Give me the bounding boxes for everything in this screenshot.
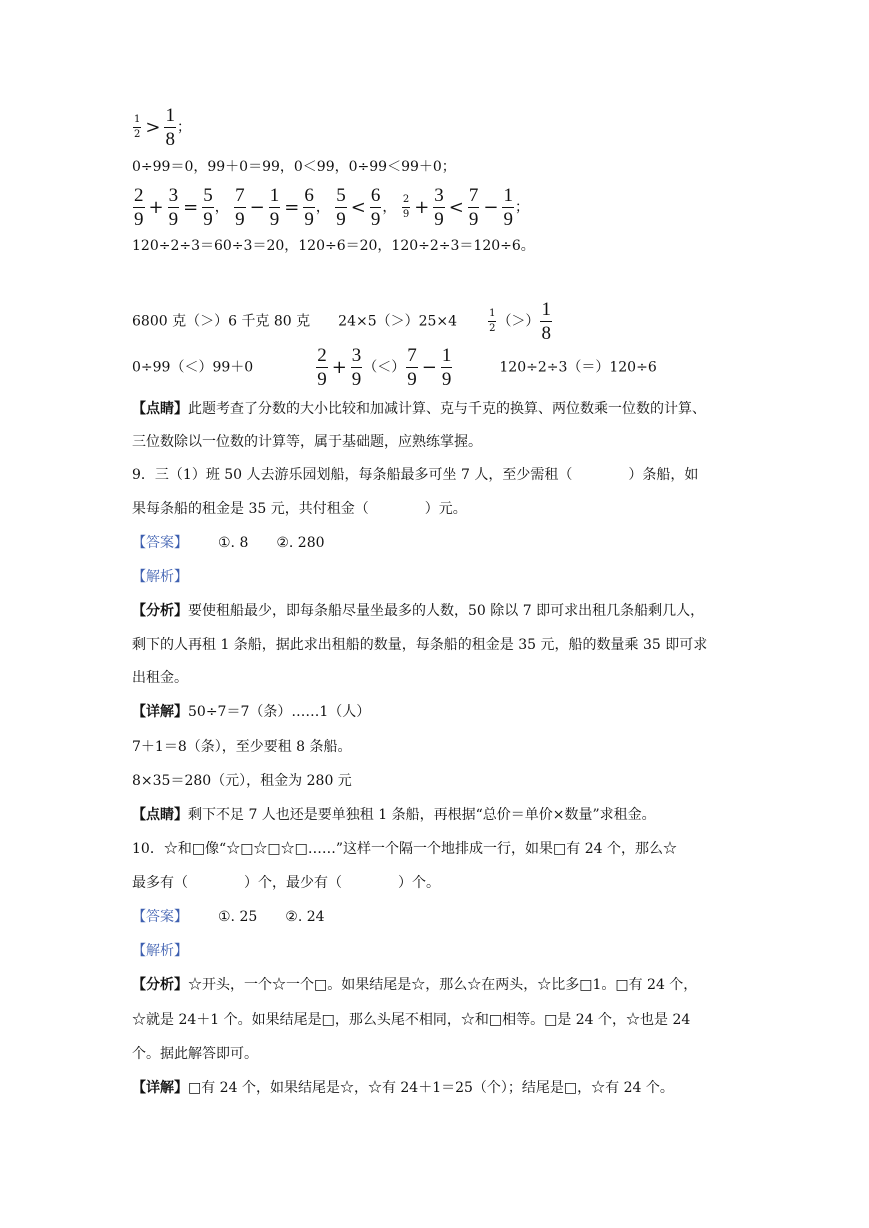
answer-item: 6800 克（＞）6 千克 80 克 [132, 313, 311, 330]
compare-line-3 [132, 186, 529, 229]
answer-item: 0÷99（＜）99＋0 [132, 359, 254, 376]
numerator: 7 [468, 185, 479, 206]
operator: + [331, 356, 347, 378]
fraction [269, 186, 281, 229]
answer-values: ①. 25 ②. 24 [218, 909, 325, 925]
denominator: 9 [134, 209, 144, 230]
fraction [370, 186, 382, 229]
denominator: 9 [351, 369, 362, 390]
compare-line-1 [132, 106, 191, 149]
denominator: 2 [489, 323, 496, 334]
punctuation: ； [514, 199, 529, 216]
fraction [168, 186, 180, 229]
numerator: 1 [134, 114, 141, 125]
denominator: 9 [203, 209, 213, 230]
numerator: 7 [235, 185, 245, 206]
fraction [335, 186, 347, 229]
fraction [164, 106, 176, 149]
fraction [502, 186, 514, 229]
fraction [433, 186, 445, 229]
question-9-line: 果每条船的租金是 35 元，共付租金（ ）元。 [132, 501, 467, 517]
denominator: 9 [336, 209, 346, 230]
numerator: 2 [317, 345, 327, 366]
operator: < [350, 196, 366, 218]
note-line [132, 805, 656, 825]
numerator: 2 [134, 185, 144, 206]
question-10-line: 最多有（ ）个，最少有（ ）个。 [132, 875, 440, 891]
note-line: 三位数除以一位数的计算等，属于基础题，应熟练掌握。 [132, 434, 482, 450]
operator: − [249, 196, 265, 218]
section-tag: 【详解】 [132, 704, 188, 720]
compare-line-2: 0÷99＝0，99＋0＝99，0＜99，0÷99＜99＋0； [132, 159, 456, 175]
fraction [468, 186, 480, 229]
fraction [488, 309, 496, 334]
denominator: 8 [541, 323, 551, 344]
answer-line-2 [132, 346, 657, 389]
analysis-line [132, 601, 704, 621]
fraction [234, 186, 246, 229]
section-tag: 【分析】 [132, 977, 188, 993]
numerator: 6 [370, 185, 381, 206]
numerator: 3 [351, 345, 362, 366]
compare-line-4: 120÷2÷3＝60÷3＝20，120÷6＝20，120÷2÷3＝120÷6。 [132, 238, 535, 254]
numerator: 3 [434, 185, 444, 206]
analysis-line: 出租金。 [132, 670, 188, 686]
denominator: 9 [269, 209, 280, 230]
analysis-tag: 【解析】 [132, 943, 188, 959]
punctuation: ， [315, 199, 330, 216]
denominator: 9 [407, 369, 417, 390]
fraction [406, 346, 418, 389]
analysis-text: ☆开头，一个☆一个□。如果结尾是☆，那么☆在两头，☆比多□1。□有 24 个， [188, 977, 698, 993]
numerator: 1 [503, 185, 513, 206]
detail-text: 50÷7＝7（条）……1（人） [188, 704, 371, 720]
analysis-line [132, 975, 697, 995]
detail-line: 7＋1＝8（条），至少要租 8 条船。 [132, 739, 352, 755]
numerator: 7 [407, 345, 417, 366]
answer-item: （＞） [497, 313, 540, 330]
numerator: 1 [489, 308, 496, 319]
fraction [133, 186, 145, 229]
denominator: 9 [317, 369, 327, 390]
answer-tag: 【答案】 [132, 535, 188, 551]
numerator: 1 [165, 105, 175, 126]
fraction [316, 346, 328, 389]
denominator: 9 [434, 209, 444, 230]
analysis-line: 剩下的人再租 1 条船，据此求出租船的数量，每条船的租金是 35 元，船的数量乘 35 即可求 [132, 637, 708, 653]
punctuation: ， [214, 199, 229, 216]
detail-line [132, 702, 370, 722]
section-tag: 【点睛】 [132, 807, 188, 823]
numerator: 2 [402, 194, 410, 205]
operator: > [145, 116, 161, 138]
fraction [402, 195, 410, 220]
detail-line [132, 1078, 674, 1098]
numerator: 5 [336, 185, 346, 206]
punctuation: ， [382, 199, 397, 216]
denominator: 9 [370, 209, 381, 230]
answer-tag: 【答案】 [132, 909, 188, 925]
note-text: 此题考查了分数的大小比较和加减计算、克与千克的换算、两位数乘一位数的计算、 [188, 401, 706, 417]
numerator: 1 [269, 185, 280, 206]
numerator: 1 [441, 345, 452, 366]
answer-item: （＜） [363, 359, 406, 376]
operator: + [148, 196, 164, 218]
detail-text: □有 24 个，如果结尾是☆，☆有 24＋1＝25（个）；结尾是□，☆有 24 个。 [188, 1080, 674, 1096]
answer-values: ①. 8 ②. 280 [218, 535, 325, 551]
operator: = [284, 196, 300, 218]
numerator: 5 [203, 185, 213, 206]
section-tag: 【点睛】 [132, 401, 188, 417]
fraction [351, 346, 363, 389]
numerator: 6 [304, 185, 314, 206]
denominator: 9 [503, 209, 513, 230]
operator: + [414, 196, 430, 218]
fraction [441, 346, 453, 389]
denominator: 9 [304, 209, 314, 230]
note-line [132, 399, 706, 419]
fraction [133, 115, 141, 140]
denominator: 8 [165, 129, 175, 150]
denominator: 9 [441, 369, 452, 390]
fraction [540, 300, 552, 343]
analysis-tag: 【解析】 [132, 569, 188, 585]
fraction [202, 186, 214, 229]
answer-line-1 [132, 300, 553, 343]
operator: − [483, 196, 499, 218]
operator: − [421, 356, 437, 378]
operator: = [183, 196, 199, 218]
numerator: 1 [541, 299, 551, 320]
answer-row [132, 533, 325, 553]
detail-line: 8×35＝280（元），租金为 280 元 [132, 773, 352, 789]
fraction [303, 186, 315, 229]
answer-row [132, 907, 325, 927]
operator: < [448, 196, 464, 218]
analysis-line: 个。据此解答即可。 [132, 1046, 258, 1062]
denominator: 9 [402, 209, 410, 220]
question-9-line: 9．三（1）班 50 人去游乐园划船，每条船最多可坐 7 人，至少需租（ ）条船，如 [132, 467, 699, 483]
note-text: 剩下不足 7 人也还是要单独租 1 条船，再根据“总价＝单价×数量”求租金。 [188, 807, 656, 823]
section-tag: 【分析】 [132, 603, 188, 619]
punctuation: ； [176, 119, 191, 136]
denominator: 9 [235, 209, 245, 230]
question-10-line: 10．☆和□像“☆□☆□☆□……”这样一个隔一个地排成一行，如果□有 24 个，那么☆ [132, 841, 677, 857]
answer-item: 24×5（＞）25×4 [338, 313, 458, 330]
analysis-text: 要使租船最少，即每条船尽量坐最多的人数，50 除以 7 即可求出租几条船剩几人， [188, 603, 705, 619]
denominator: 9 [468, 209, 479, 230]
denominator: 2 [134, 129, 141, 140]
numerator: 3 [168, 185, 179, 206]
section-tag: 【详解】 [132, 1080, 188, 1096]
denominator: 9 [168, 209, 179, 230]
answer-item: 120÷2÷3（＝）120÷6 [499, 359, 657, 376]
analysis-line: ☆就是 24＋1 个。如果结尾是□，那么头尾不相同，☆和□相等。□是 24 个，☆也是 24 [132, 1012, 691, 1028]
